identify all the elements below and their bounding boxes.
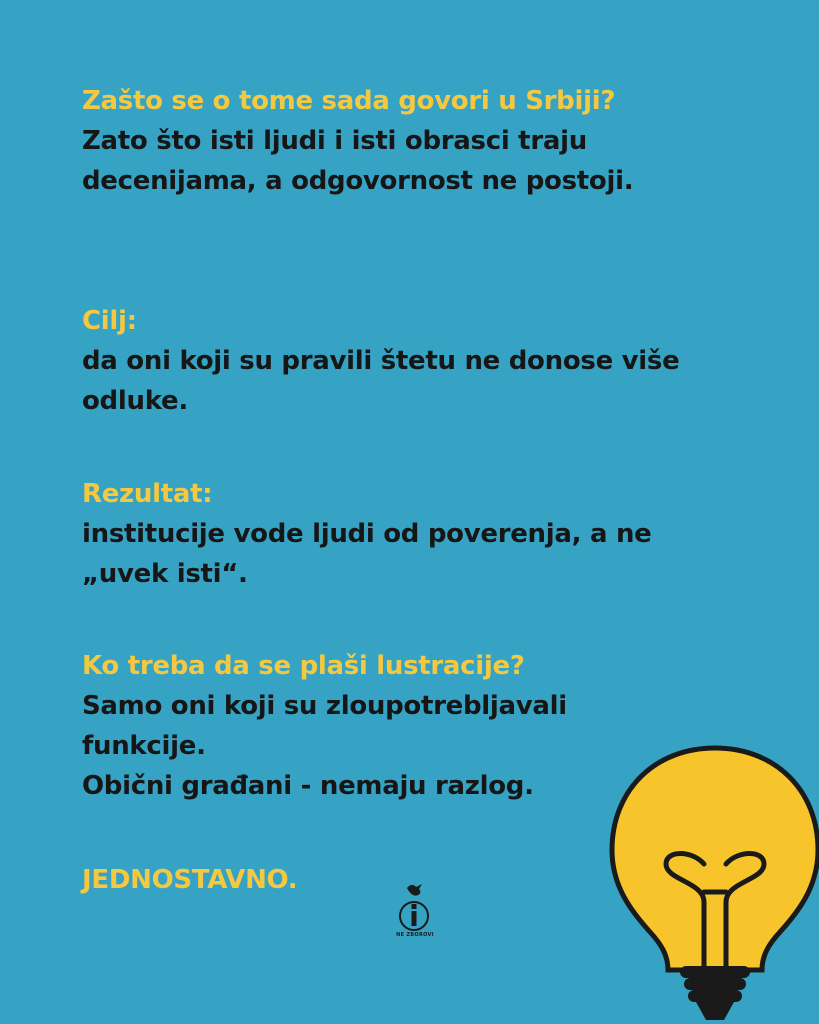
lightbulb-icon bbox=[606, 742, 819, 1024]
section-who-should-fear bbox=[82, 646, 567, 806]
section-why-now bbox=[82, 81, 633, 201]
section-text-line: funkcije. bbox=[82, 731, 206, 761]
section-heading: Cilj: bbox=[82, 306, 137, 336]
conclusion-heading: JEDNOSTAVNO. bbox=[82, 865, 298, 895]
section-text-line: Zato što isti ljudi i isti obrasci traju bbox=[82, 126, 587, 156]
logo-text: NE ZBOROVI bbox=[396, 932, 434, 938]
section-text-line: da oni koji su pravili štetu ne donose više bbox=[82, 346, 680, 376]
section-text-line: decenijama, a odgovornost ne postoji. bbox=[82, 166, 634, 196]
dove-i-logo bbox=[391, 880, 437, 940]
section-goal bbox=[82, 301, 679, 421]
section-text-line: „uvek isti“. bbox=[82, 559, 248, 589]
section-result bbox=[82, 474, 652, 594]
section-text-line: Samo oni koji su zloupotrebljavali bbox=[82, 691, 567, 721]
section-heading: Zašto se o tome sada govori u Srbiji? bbox=[82, 86, 616, 116]
section-text-line: Obični građani - nemaju razlog. bbox=[82, 771, 534, 801]
section-conclusion bbox=[82, 860, 297, 900]
section-text-line: odluke. bbox=[82, 386, 188, 416]
section-text-line: institucije vode ljudi od poverenja, a ne bbox=[82, 519, 652, 549]
section-heading: Ko treba da se plaši lustracije? bbox=[82, 651, 525, 681]
section-heading: Rezultat: bbox=[82, 479, 213, 509]
